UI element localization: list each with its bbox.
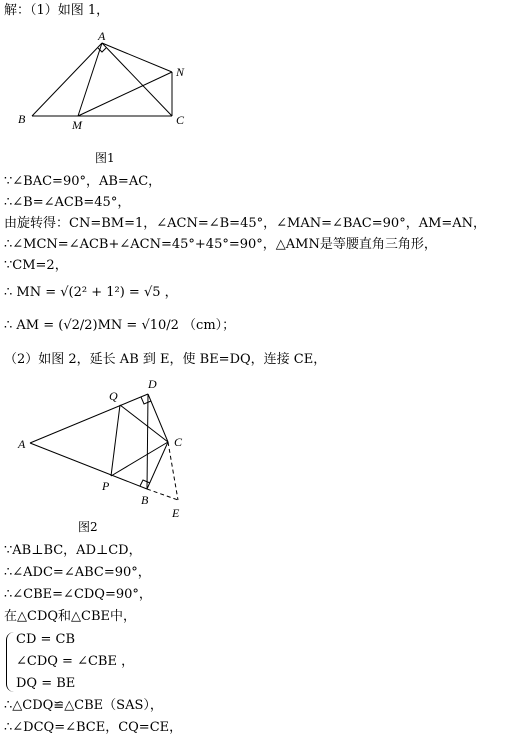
fig2-label-q: Q [109,389,118,403]
system-brace [6,632,15,692]
segment-mn [78,72,172,116]
segment-ce-dashed [168,442,178,500]
fig2-label-c: C [174,435,183,449]
line-12: ∴△CDQ≌△CBE（SAS）， [4,698,163,713]
fig1-label-c: C [176,113,185,127]
segment-bc [147,442,168,489]
fig1-label-n: N [176,65,185,79]
line-5: ∵CM=2， [4,258,68,273]
figure-2 [14,372,204,522]
fig2-label-a: A [18,437,26,451]
segment-am [78,43,102,116]
line-4: ∴∠MCN=∠ACB+∠ACN=45°+45°=90°，△AMN是等腰直角三角形， [4,237,437,252]
segment-qp [111,405,120,476]
system-line-1: CD = CB [16,632,76,647]
line-2: ∴∠B=∠ACB=45°， [4,195,131,210]
part2-intro: （2）如图 2，延长 AB 到 E，使 BE=DQ，连接 CE， [4,352,327,367]
fig2-label-b: B [141,493,149,507]
fig1-label-a: A [98,29,106,43]
fig1-label-b: B [18,112,26,126]
fig1-label-m: M [72,118,82,132]
line-11: 在△CDQ和△CBE中， [4,609,137,624]
segment-be-dashed [147,489,178,500]
line-8: ∵AB⊥BC，AD⊥CD， [4,543,142,558]
figure-2-caption: 图2 [78,520,98,534]
fig2-label-p: P [102,479,110,493]
solution-intro: 解：（1）如图 1， [4,3,110,18]
line-10: ∴∠CBE=∠CDQ=90°， [4,587,152,602]
segment-ab [32,43,102,116]
line-3: 由旋转得：CN=BM=1，∠ACN=∠B=45°，∠MAN=∠BAC=90°，AM=AN， [4,216,487,231]
figure-1 [14,26,204,136]
line-13: ∴∠DCQ=∠BCE，CQ=CE， [4,720,183,735]
segment-db [147,394,148,489]
fig2-label-d: D [148,377,157,391]
segment-an [102,43,172,72]
figure-1-caption: 图1 [95,151,115,165]
line-6-mn: ∴ MN = √(2² + 1²) = √5 ， [4,285,178,300]
line-9: ∴∠ADC=∠ABC=90°， [4,565,151,580]
segment-ab [30,443,147,489]
system-line-2: ∠CDQ = ∠CBE ， [16,654,135,669]
segment-ac [102,43,172,116]
system-line-3: DQ = BE [16,676,76,691]
segment-ad [30,394,148,443]
line-1: ∵∠BAC=90°，AB=AC， [4,174,162,189]
segment-pc [111,442,168,476]
fig2-label-e: E [172,506,180,520]
line-7-am: ∴ AM = (√2/2)MN = √10/2 （cm）； [4,318,236,333]
